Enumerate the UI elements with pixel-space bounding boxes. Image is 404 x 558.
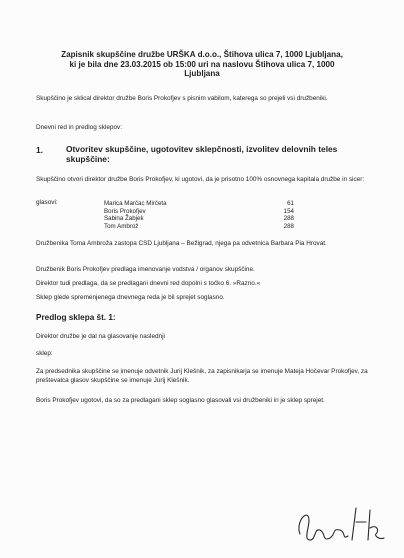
resolution-heading: Predlog sklepa št. 1: [36, 313, 116, 322]
quorum-paragraph: Skupščino otvori direktor družbe Boris Prokofjev, ki ugotovi, da je prisotno 100% osnovnega kapitala družbe in sicer: [36, 176, 365, 183]
agenda-proposal-paragraph: Direktor tudi predlaga, da se predlagani dnevni red dopolni s točko 6. »Razno.« [36, 280, 261, 287]
vote-value: 154 [283, 207, 294, 215]
vote-row [104, 200, 294, 208]
chair-proposal-paragraph: Družbenik Boris Prokofjev predlaga imenovanje vodstva / organov skupščine. [36, 266, 255, 273]
representation-paragraph: Družbenika Toma Ambroža zastopa CSD Ljubljana – Bežigrad, njega pa odvetnica Barbara Pia Hrovat. [36, 240, 327, 247]
sklep-label: sklep: [36, 350, 53, 357]
resolution-paragraph: Za predsednika skupščine se imenuje odvetnik Jurij Klešnik, za zapisnikarja se imenuje Mateja Hočevar Prokofjev, za preštevalca glasov skupščine se imenuje Jurij Klešnik. [36, 368, 368, 384]
votes-label: glasovi: [36, 199, 58, 206]
vote-name: Marica Marčac Mirčeta [104, 200, 167, 207]
conclusion-paragraph: Boris Prokofjev ugotovi, da so za predlagani sklep soglasno glasovali vsi družbeniki in je sklep sprejet. [36, 397, 325, 404]
section-heading: Otvoritev skupščine, ugotovitev sklepčnosti, izvolitev delovnih teles skupščine: [66, 144, 338, 164]
handwritten-signature [290, 500, 400, 548]
votes-table [104, 200, 294, 231]
vote-name: Tom Ambrož [104, 223, 139, 231]
vote-row [104, 215, 294, 223]
vote-name: Boris Prokofjev [104, 207, 146, 215]
vote-name: Sabina Žabjek [104, 215, 144, 223]
title-line-1: Zapisnik skupščine družbe URŠKA d.o.o., Štihova ulica 7, 1000 Ljubljana, [61, 50, 343, 59]
vote-row [104, 223, 294, 231]
vote-value: 61 [287, 200, 294, 207]
vote-value: 288 [283, 215, 294, 223]
intro-paragraph: Skupščino je sklical direktor družbe Boris Prokofjev s pisnim vabilom, katerega so prejeli vsi družbeniki. [36, 95, 328, 102]
vote-request-paragraph: Direktor družbe je dal na glasovanje naslednji [36, 333, 165, 340]
document-title [30, 50, 374, 79]
vote-value: 288 [283, 223, 294, 231]
title-line-2: ki je bila dne 23.03.2015 ob 15:00 uri na naslovu Štihova ulica 7, 1000 [69, 59, 335, 69]
agenda-intro: Dnevni red in predlog sklepov: [36, 124, 122, 131]
title-line-3: Ljubljana [184, 69, 220, 79]
section-number: 1. [36, 145, 43, 155]
accepted-paragraph: Sklep glede spremenjenega dnevnega reda je bil sprejet soglasno. [36, 294, 225, 301]
